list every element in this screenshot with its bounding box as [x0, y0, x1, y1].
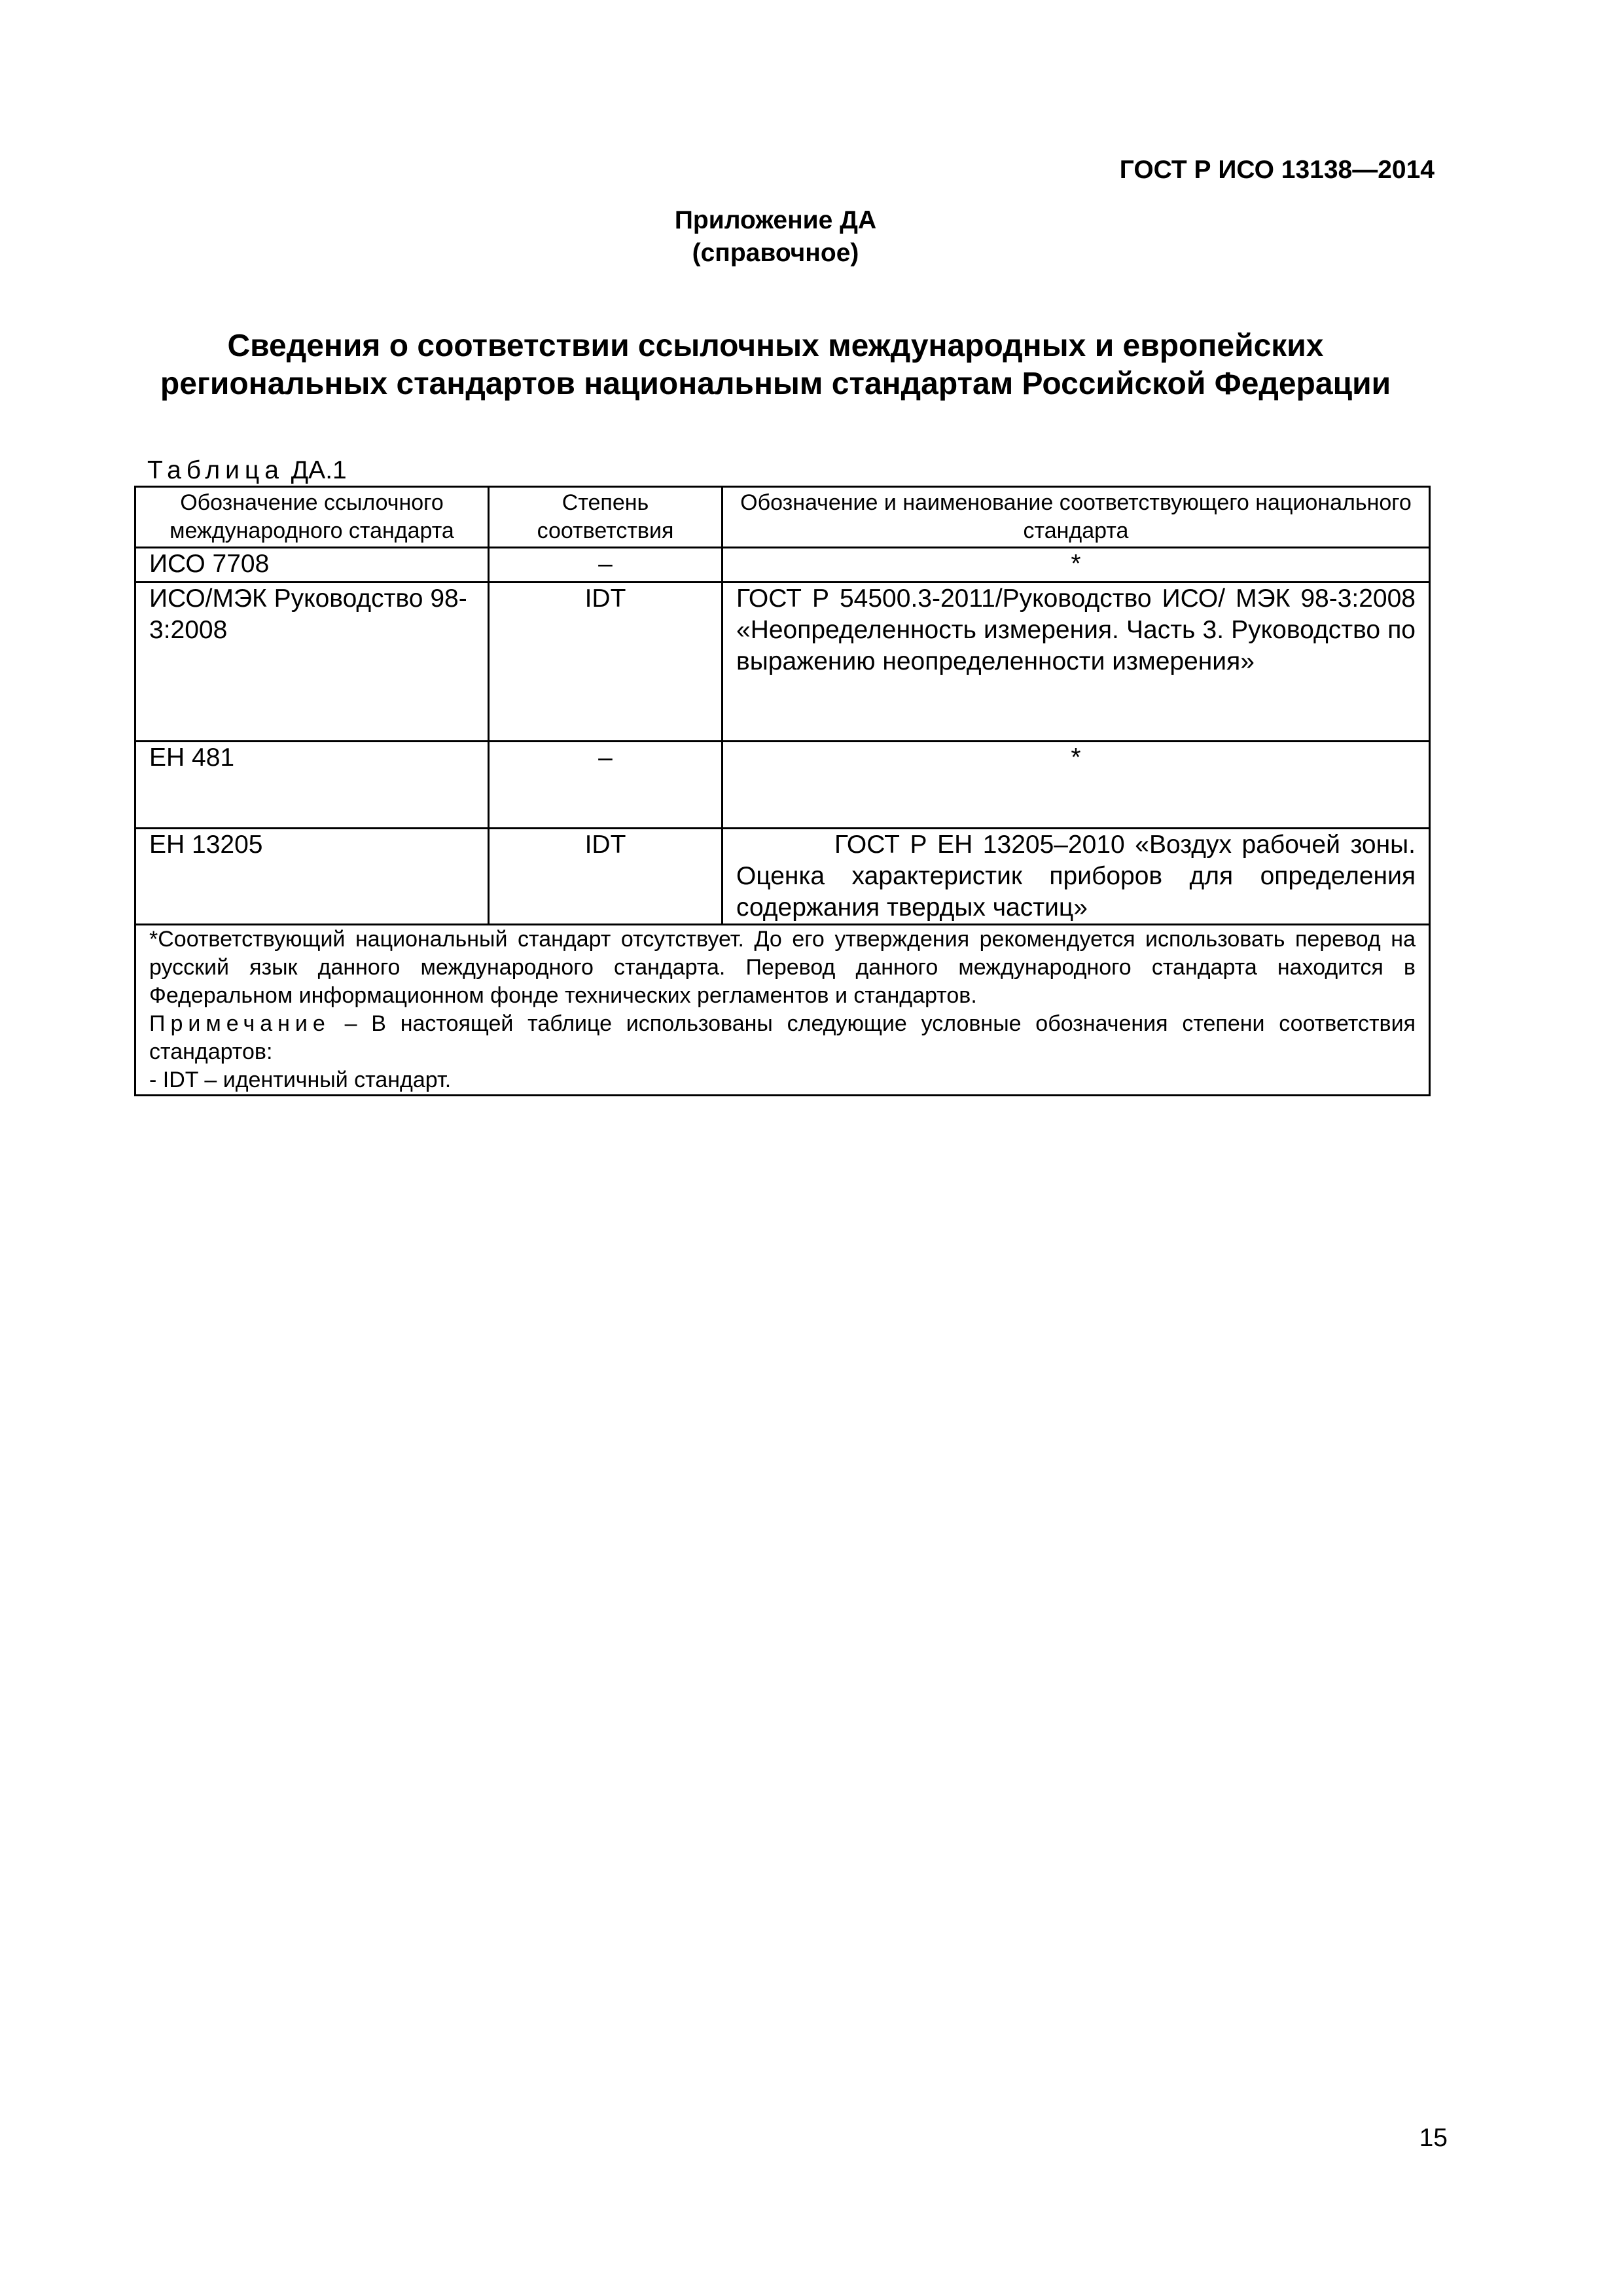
cell-reference: ЕН 13205 — [135, 829, 489, 925]
table-caption — [147, 456, 347, 485]
cell-national: ГОСТ Р 54500.3-2011/Руководство ИСО/ МЭК 98-3:2008 «Неопределенность измерения. Часть 3. Руководство по выражению неопределенности измерения» — [722, 583, 1430, 742]
document-heading — [0, 327, 1551, 403]
cell-degree: IDT — [489, 829, 722, 925]
note-label: Примечание — [149, 1011, 330, 1036]
annex-title: Приложение ДА — [674, 206, 877, 234]
document-code: ГОСТ Р ИСО 13138—2014 — [1119, 156, 1435, 184]
cell-national-text: ГОСТ Р ЕН 13205–2010 «Воздух рабочей зоны. Оценка характеристик приборов для определения содержания твердых частиц» — [736, 831, 1416, 922]
table-row — [135, 742, 1430, 829]
table-footnote-cell — [135, 925, 1430, 1096]
cell-reference: ИСО/МЭК Руководство 98-3:2008 — [135, 583, 489, 742]
heading-line-1: Сведения о соответствии ссылочных международных и европейских — [227, 329, 1324, 363]
cell-degree: – — [489, 548, 722, 583]
column-header-degree: Степень соответствия — [489, 487, 722, 548]
cell-national: * — [722, 742, 1430, 829]
cell-reference: ЕН 481 — [135, 742, 489, 829]
page-number: 15 — [1419, 2124, 1448, 2152]
cell-national — [722, 829, 1430, 925]
column-header-national: Обозначение и наименование соответствующего национального стандарта — [722, 487, 1430, 548]
column-header-reference: Обозначение ссылочного международного стандарта — [135, 487, 489, 548]
annex-title-block — [0, 204, 1551, 270]
cell-reference: ИСО 7708 — [135, 548, 489, 583]
cell-degree: – — [489, 742, 722, 829]
table-caption-number: ДА.1 — [291, 456, 347, 484]
table-caption-word: Таблица — [147, 456, 284, 484]
note-text: – В настоящей таблице использованы следующие условные обозначения степени соответствия стандартов: — [149, 1011, 1416, 1064]
heading-line-2: региональных стандартов национальным стандартам Российской Федерации — [160, 367, 1391, 401]
footnote-text: *Соответствующий национальный стандарт отсутствует. До его утверждения рекомендуется использовать перевод на русский язык данного международного стандарта. Перевод данного международного стандарта находится в Федеральном информационном фонде технических регламентов и стандартов. — [149, 927, 1416, 1008]
cell-national: * — [722, 548, 1430, 583]
table-footnote-row — [135, 925, 1430, 1096]
annex-kind: (справочное) — [692, 239, 859, 267]
correspondence-table — [134, 486, 1431, 1096]
table-row — [135, 583, 1430, 742]
cell-degree: IDT — [489, 583, 722, 742]
legend-idt: - IDT – идентичный стандарт. — [149, 1067, 452, 1092]
note-paragraph — [149, 1010, 1416, 1066]
table-row — [135, 548, 1430, 583]
table-header-row — [135, 487, 1430, 548]
table-row — [135, 829, 1430, 925]
